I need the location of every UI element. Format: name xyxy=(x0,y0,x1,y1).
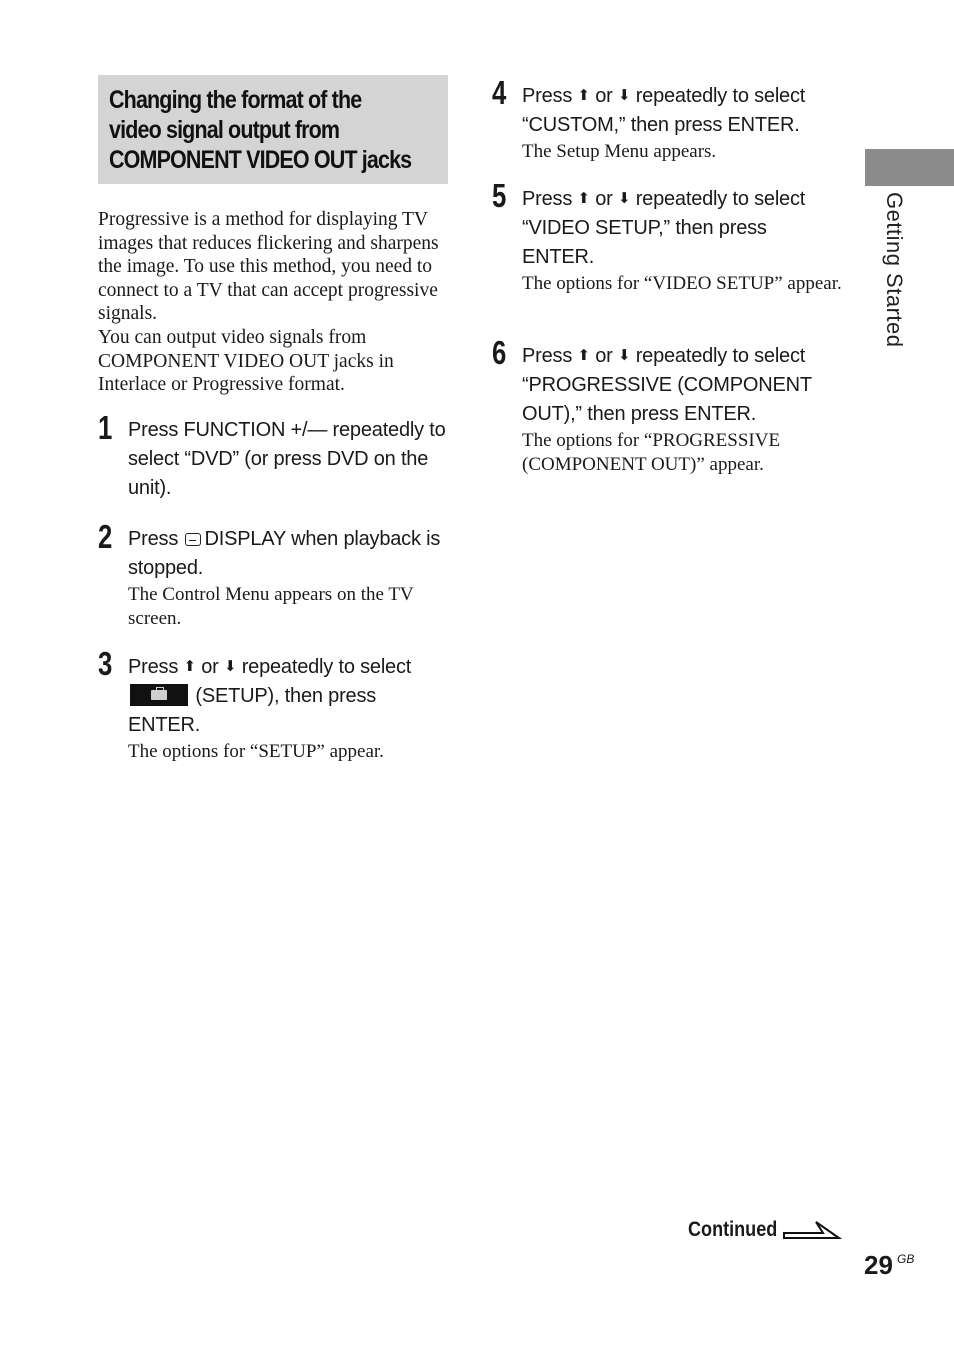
down-arrow-icon: ⬇ xyxy=(617,347,631,364)
setup-toolbox-icon xyxy=(130,684,188,706)
page-suffix: GB xyxy=(897,1252,915,1266)
continued-label: Continued xyxy=(688,1218,778,1241)
step-number: 5 xyxy=(492,177,507,214)
step-text-part: Press xyxy=(522,85,573,107)
step-number: 4 xyxy=(492,74,507,111)
step-number: 6 xyxy=(492,334,507,371)
step-text-part: repeatedly to select “PROGRESSIVE (COMPONENT OUT),” then press ENTER. xyxy=(522,345,812,425)
continued-arrow-icon xyxy=(783,1218,843,1242)
step-instruction: Press FUNCTION +/— repeatedly to select “DVD” (or press DVD on the unit). xyxy=(128,419,446,499)
title-line-2: video signal output from xyxy=(109,116,340,144)
step-text-part: Press xyxy=(128,656,179,678)
up-arrow-icon: ⬆ xyxy=(577,347,590,364)
up-arrow-icon: ⬆ xyxy=(183,658,196,675)
step-instruction xyxy=(128,652,450,740)
step-number: 2 xyxy=(98,518,113,555)
step-1 xyxy=(98,409,450,503)
intro-paragraph-2: You can output video signals from COMPONENT VIDEO OUT jacks in Interlace or Progressive format. xyxy=(98,326,394,396)
step-text-part: or xyxy=(201,656,219,678)
step-text-part: or xyxy=(595,345,613,367)
step-text-part: Press xyxy=(522,345,573,367)
step-note: The Setup Menu appears. xyxy=(522,141,717,162)
step-instruction xyxy=(522,341,844,429)
step-3 xyxy=(98,645,450,764)
step-text-part: Press xyxy=(128,528,179,550)
down-arrow-icon: ⬇ xyxy=(617,190,631,207)
step-text-part: or xyxy=(595,85,613,107)
step-4 xyxy=(492,74,844,164)
step-text-part: (SETUP), then press ENTER. xyxy=(128,685,377,736)
step-6 xyxy=(492,334,844,477)
down-arrow-icon: ⬇ xyxy=(617,87,631,104)
step-text-part: DISPLAY when playback is stopped. xyxy=(128,528,441,579)
up-arrow-icon: ⬆ xyxy=(577,190,590,207)
up-arrow-icon: ⬆ xyxy=(577,87,590,104)
title-line-1: Changing the format of the xyxy=(109,86,362,114)
step-note: The options for “VIDEO SETUP” appear. xyxy=(522,273,842,294)
section-side-label xyxy=(879,192,909,372)
step-5 xyxy=(492,177,844,296)
page-number: 29 xyxy=(864,1250,893,1280)
step-note: The options for “SETUP” appear. xyxy=(128,741,384,762)
step-number: 1 xyxy=(98,409,113,446)
intro-text xyxy=(98,208,448,397)
step-instruction xyxy=(128,525,450,583)
display-icon xyxy=(185,533,201,546)
section-tab-marker xyxy=(865,149,954,186)
step-instruction xyxy=(522,81,844,140)
step-text-part: repeatedly to select “VIDEO SETUP,” then press ENTER. xyxy=(522,188,806,268)
section-heading-box xyxy=(98,75,448,184)
down-arrow-icon: ⬇ xyxy=(223,658,237,675)
step-text-part: Press xyxy=(522,188,573,210)
intro-paragraph-1: Progressive is a method for displaying TV images that reduces flickering and sharpens the image. To use this method, you need to connect to a TV that can accept progressive signals. xyxy=(98,209,439,325)
step-text-part: repeatedly to select xyxy=(241,656,412,678)
side-label-text: Getting Started xyxy=(882,192,907,348)
step-note: The options for “PROGRESSIVE (COMPONENT OUT)” appear. xyxy=(522,430,781,475)
section-title xyxy=(109,85,444,175)
step-instruction xyxy=(522,184,844,272)
step-2 xyxy=(98,518,450,631)
step-text-part: or xyxy=(595,188,613,210)
title-line-3: COMPONENT VIDEO OUT jacks xyxy=(109,146,412,174)
step-note: The Control Menu appears on the TV screen. xyxy=(128,584,414,629)
step-text-part: repeatedly to select “CUSTOM,” then press ENTER. xyxy=(522,85,806,136)
step-number: 3 xyxy=(98,645,113,682)
